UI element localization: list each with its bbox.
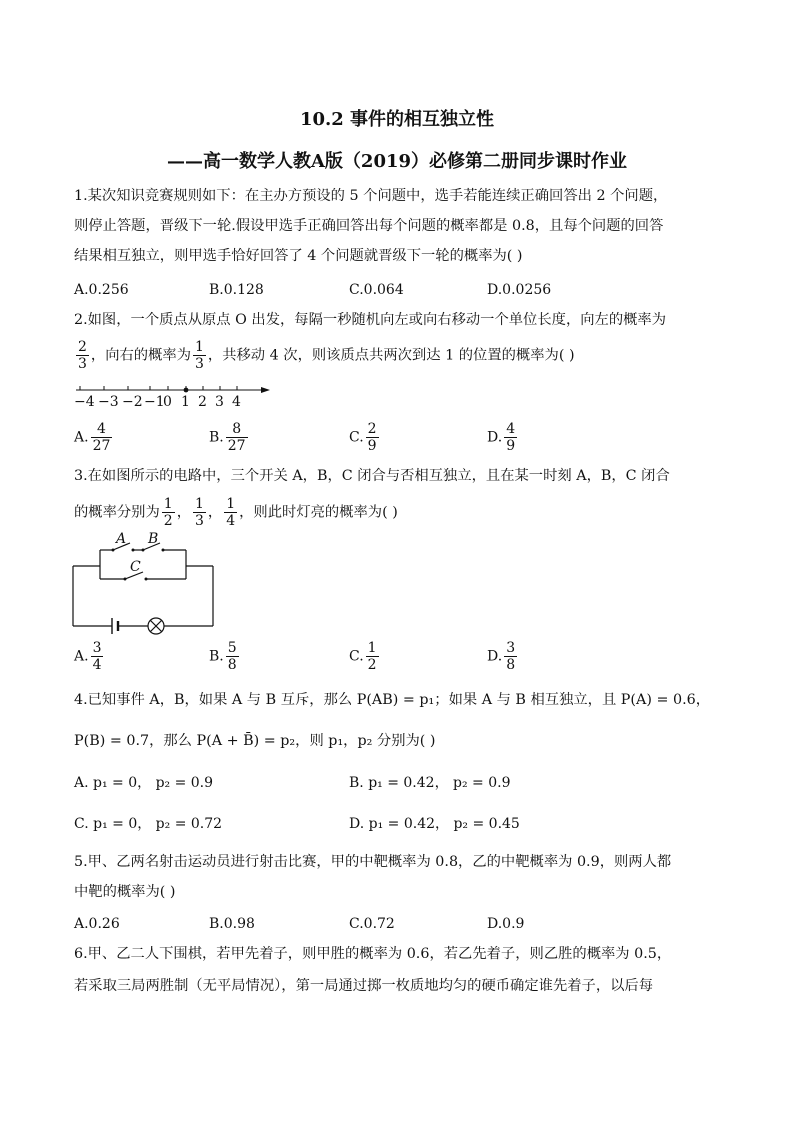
axis-label: −3 [98, 394, 119, 410]
axis-label: −1 [144, 394, 165, 410]
axis-label: 0 [163, 394, 172, 410]
q2-option-b: B. $\frac{8}{27}$ [209, 421, 246, 454]
q4-text-line2: P(B) = 0.7，那么 P(A + B̄) = p₂，则 p₁，p₂ 分别为( ) [74, 733, 436, 749]
axis-label: −4 [74, 394, 95, 410]
page-title: 10.2 事件的相互独立性 [299, 109, 495, 130]
q3-option-a: A. $\frac{3}{4}$ [74, 640, 102, 673]
q3-option-c: C. $\frac{1}{2}$ [349, 640, 377, 673]
q5-option-c: C.0.72 [349, 916, 395, 932]
q5-option-b: B.0.98 [209, 916, 255, 932]
q1-option-d: D.0.0256 [487, 282, 552, 298]
q3-option-d: D. $\frac{3}{8}$ [487, 640, 516, 673]
q4-option-c: C. p₁ = 0， p₂ = 0.72 [74, 816, 223, 832]
axis-label: 2 [198, 394, 207, 410]
switch-c-label: C [130, 559, 141, 575]
axis-label: 3 [215, 394, 224, 410]
q2-option-d: D. $\frac{4}{9}$ [487, 421, 516, 454]
q5-option-d: D.0.9 [487, 916, 525, 932]
q2-text-line1: 2.如图，一个质点从原点 O 出发，每隔一秒随机向左或向右移动一个单位长度，向左的概率为 [74, 312, 667, 328]
q6-text-line1: 6.甲、乙二人下围棋，若甲先着子，则甲胜的概率为 0.6，若乙先着子，则乙胜的概率为 0.5， [74, 946, 672, 962]
q5-option-a: A.0.26 [74, 916, 120, 932]
q1-text-line1: 1.某次知识竞赛规则如下：在主办方预设的 5 个问题中，选手若能连续正确回答出 2 个问题， [74, 188, 668, 204]
q3-text-line2: 的概率分别为 $\frac{1}{2}$ ， $\frac{1}{3}$ ， $\frac{1}{4}$ ，则此时灯亮的概率为( ) [74, 496, 398, 529]
origin-dot [184, 388, 189, 393]
q4-text-line1: 4.已知事件 A，B，如果 A 与 B 互斥，那么 P(AB) = p₁；如果 A 与 B 相互独立，且 P(A) = 0.6， [74, 692, 711, 708]
q2-frac-left: $\frac{2}{3}$ [78, 339, 87, 372]
switch-a-label: A [116, 531, 127, 547]
q3-option-b: B. $\frac{5}{8}$ [209, 640, 237, 673]
q6-text-line2: 若采取三局两胜制（无平局情况），第一局通过掷一枚质地均匀的硬币确定谁先着子，以后每 [74, 978, 654, 994]
axis-label: −2 [122, 394, 143, 410]
q1-text-line3: 结果相互独立，则甲选手恰好回答了 4 个问题就晋级下一轮的概率为( ) [74, 248, 523, 264]
q4-option-a: A. p₁ = 0， p₂ = 0.9 [74, 775, 214, 791]
q1-option-a: A.0.256 [74, 282, 129, 298]
q1-option-b: B.0.128 [209, 282, 264, 298]
q4-option-d: D. p₁ = 0.42， p₂ = 0.45 [349, 816, 520, 832]
q1-text-line2: 则停止答题，晋级下一轮.假设甲选手正确回答出每个问题的概率都是 0.8，且每个问题的回答 [74, 218, 664, 234]
q3-text-line1: 3.在如图所示的电路中，三个开关 A，B，C 闭合与否相互独立，且在某一时刻 A，B，C 闭合 [74, 468, 670, 484]
q4-option-b: B. p₁ = 0.42， p₂ = 0.9 [349, 775, 511, 791]
q2-option-a: A. $\frac{4}{27}$ [74, 421, 111, 454]
q2-frac-right: $\frac{1}{3}$ [195, 339, 204, 372]
circuit-diagram [73, 543, 213, 634]
q5-text-line1: 5.甲、乙两名射击运动员进行射击比赛，甲的中靶概率为 0.8，乙的中靶概率为 0.9，则两人都 [74, 854, 672, 870]
switch-b-label: B [148, 531, 159, 547]
axis-label: 4 [232, 394, 241, 410]
q2-text-line2: $\frac{2}{3}$ ，向右的概率为 $\frac{1}{3}$ ，共移动 4 次，则该质点共两次到达 1 的位置的概率为( ) [78, 339, 575, 372]
q5-text-line2: 中靶的概率为( ) [74, 884, 176, 900]
axis-label: 1 [181, 394, 190, 410]
q2-option-c: C. $\frac{2}{9}$ [349, 421, 377, 454]
q1-option-c: C.0.064 [349, 282, 404, 298]
page-subtitle: ——高一数学人教A版（2019）必修第二册同步课时作业 [166, 151, 628, 172]
